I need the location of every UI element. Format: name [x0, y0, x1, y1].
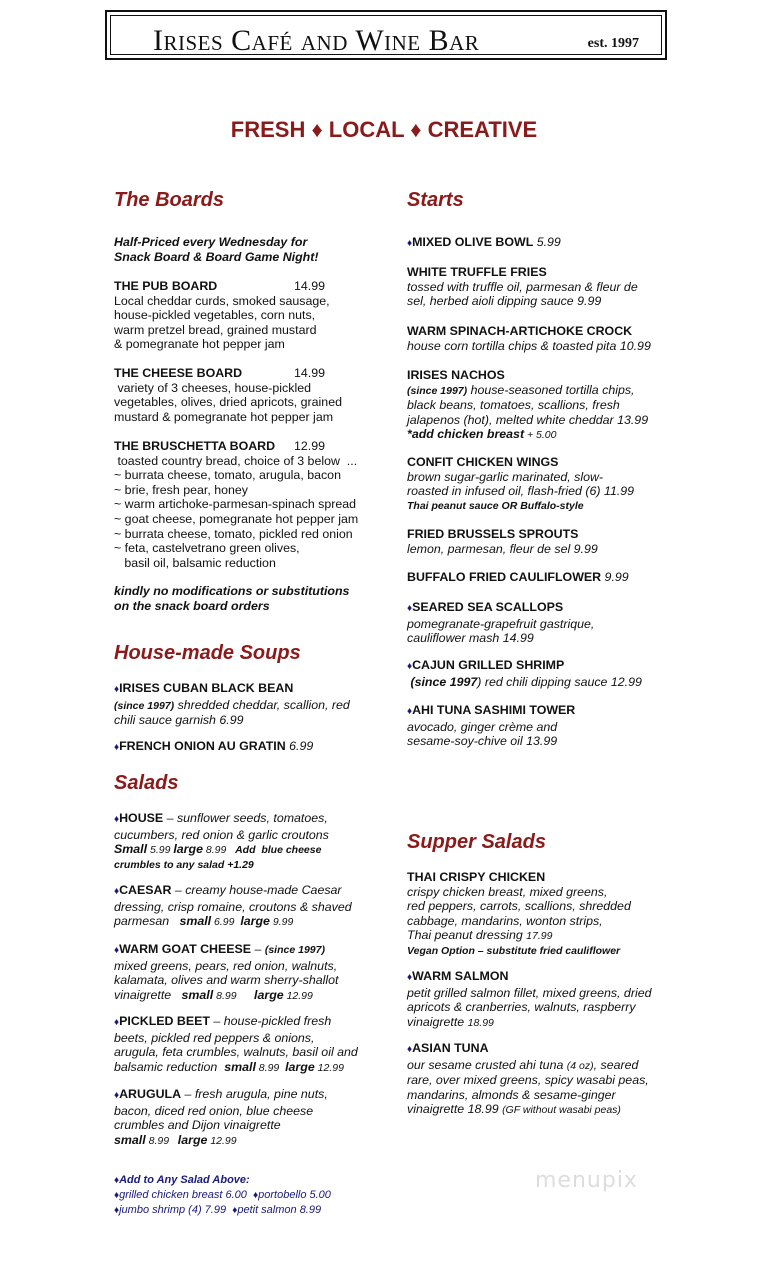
- menu-item-confit-chicken-wings: [407, 455, 634, 513]
- menu-item-ahi-tuna-tower: [407, 703, 575, 749]
- diamond-icon: ♦: [407, 972, 413, 983]
- promo-line: Half-Priced every Wednesday for: [114, 235, 308, 249]
- item-name: PICKLED BEET: [119, 1014, 210, 1028]
- item-desc: kalamata, olives and warm sherry-shallot: [114, 973, 339, 988]
- item-desc: parmesan: [114, 914, 180, 929]
- item-desc: house corn tortilla chips & toasted pita 10.99: [407, 338, 651, 353]
- boards-promo: [114, 235, 318, 264]
- item-desc: cabbage, mandarins, wonton strips,: [407, 913, 603, 928]
- item-name: IRISES CUBAN BLACK BEAN: [119, 681, 294, 695]
- gluten-free-note: (GF without wasabi peas): [502, 1104, 621, 1117]
- item-desc: jalapenos (hot), melted white cheddar 13.99: [407, 412, 649, 427]
- item-desc: vegetables, olives, dried apricots, grained: [114, 395, 342, 410]
- size-label: large: [173, 842, 203, 857]
- menu-item-cuban-black-bean: [114, 681, 350, 728]
- item-desc: Local cheddar curds, smoked sausage,: [114, 293, 330, 308]
- menu-item-pickled-beet: [114, 1014, 358, 1075]
- section-title-soups: House-made Soups: [114, 642, 301, 664]
- item-name: WHITE TRUFFLE FRIES: [407, 265, 547, 279]
- note-line: on the snack board orders: [114, 598, 270, 613]
- size-label: large: [177, 1132, 208, 1147]
- menu-item-pub-board: [114, 279, 330, 352]
- diamond-icon: ♦: [407, 706, 413, 717]
- item-desc: toasted country bread, choice of 3 below ...: [114, 453, 358, 468]
- diamond-icon: ♦: [114, 1017, 120, 1028]
- diamond-icon: ♦: [114, 1205, 120, 1216]
- item-desc: crispy chicken breast, mixed greens,: [407, 884, 608, 899]
- item-desc: vinaigrette: [407, 1014, 468, 1029]
- item-name: SEARED SEA SCALLOPS: [412, 600, 564, 614]
- item-price: 12.99: [294, 439, 326, 453]
- item-desc: rare, over mixed greens, spicy wasabi peas,: [407, 1073, 649, 1088]
- item-name: WARM GOAT CHEESE: [119, 942, 252, 956]
- item-desc: roasted in infused oil, flash-fried (6) 11.99: [407, 484, 635, 499]
- add-on-note: *add chicken breast: [407, 427, 525, 442]
- menupix-watermark: menupix: [535, 1168, 638, 1193]
- item-name: WARM SALMON: [412, 969, 509, 983]
- item-name: CAESAR: [119, 883, 172, 897]
- menu-item-house-salad: [114, 811, 329, 872]
- since-badge: (since 1997): [114, 699, 175, 712]
- item-name: CONFIT CHICKEN WINGS: [407, 455, 559, 469]
- menu-item-warm-goat-cheese: [114, 942, 339, 1003]
- diamond-icon: ♦: [407, 661, 413, 672]
- item-desc: lemon, parmesan, fleur de sel 9.99: [407, 541, 598, 556]
- diamond-icon: ♦: [114, 1090, 120, 1101]
- item-desc: variety of 3 cheeses, house-pickled: [114, 380, 311, 395]
- item-desc: vinaigrette: [114, 987, 182, 1002]
- item-price: 8.99: [255, 1061, 286, 1074]
- item-desc: beets, pickled red peppers & onions,: [114, 1030, 315, 1045]
- diamond-icon: ♦: [114, 684, 120, 695]
- diamond-icon: ♦: [114, 945, 120, 956]
- item-name: AHI TUNA SASHIMI TOWER: [412, 703, 576, 717]
- add-on-item: grilled chicken breast 6.00: [119, 1189, 254, 1201]
- menu-item-white-truffle-fries: [407, 265, 638, 309]
- item-price: 5.99: [533, 235, 561, 249]
- item-name: THE CHEESE BOARD: [114, 366, 243, 380]
- item-desc: – fresh arugula, pine nuts,: [181, 1087, 328, 1101]
- size-label: Small: [114, 842, 148, 857]
- item-desc: bacon, diced red onion, blue cheese: [114, 1103, 314, 1118]
- size-label: small: [224, 1059, 256, 1074]
- item-name: CAJUN GRILLED SHRIMP: [412, 658, 565, 672]
- item-name: THE BRUSCHETTA BOARD: [114, 439, 276, 453]
- item-desc: house-pickled vegetables, corn nuts,: [114, 308, 316, 323]
- add-on-note: Add blue cheese: [235, 844, 322, 857]
- add-on-item: portobello 5.00: [258, 1189, 331, 1201]
- item-price: 9.99: [269, 916, 294, 929]
- item-name: WARM SPINACH-ARTICHOKE CROCK: [407, 324, 633, 338]
- item-desc: – creamy house-made Caesar: [171, 883, 342, 897]
- item-desc: ) red chili dipping sauce 12.99: [477, 674, 642, 689]
- menu-item-irises-nachos: [407, 368, 648, 443]
- size-label: large: [285, 1059, 315, 1074]
- section-title-salads: Salads: [114, 772, 179, 794]
- item-price: 5.99: [147, 844, 174, 857]
- item-price: 14.99: [294, 366, 326, 380]
- item-desc: warm pretzel bread, grained mustard: [114, 322, 317, 337]
- boards-note: [114, 584, 349, 613]
- item-name: FRENCH ONION AU GRATIN: [119, 739, 286, 753]
- menu-item-cajun-grilled-shrimp: [407, 658, 642, 689]
- menu-item-french-onion: [114, 739, 313, 756]
- menu-item-fried-brussels-sprouts: [407, 527, 598, 556]
- restaurant-title: Irises Café and Wine Bar: [153, 24, 480, 57]
- item-desc: red peppers, carrots, scallions, shredded: [407, 899, 631, 914]
- item-desc: brown sugar-garlic marinated, slow-: [407, 469, 604, 484]
- tagline: FRESH ♦ LOCAL ♦ CREATIVE: [230, 117, 538, 142]
- item-price: 12.99: [207, 1134, 237, 1147]
- size-label: small: [114, 1132, 146, 1147]
- item-desc: – sunflower seeds, tomatoes,: [163, 811, 328, 825]
- item-desc: basil oil, balsamic reduction: [114, 555, 276, 570]
- promo-line: Snack Board & Board Game Night!: [114, 249, 319, 264]
- item-desc: our sesame crusted ahi tuna: [407, 1057, 567, 1072]
- menu-item-asian-tuna: [407, 1041, 649, 1118]
- item-desc: cucumbers, red onion & garlic croutons: [114, 827, 329, 842]
- item-price: 9.99: [601, 570, 629, 584]
- diamond-icon: ♦: [114, 742, 120, 753]
- size-label: large: [240, 914, 270, 929]
- item-desc: Thai peanut dressing: [407, 928, 527, 943]
- item-desc: ~ brie, fresh pear, honey: [114, 482, 248, 497]
- since-badge: (since 1997: [407, 674, 478, 689]
- size-label: small: [181, 987, 214, 1002]
- item-price: 6.99: [211, 916, 241, 929]
- menu-item-cheese-board: [114, 366, 342, 424]
- item-price: 18.99: [467, 1016, 494, 1029]
- menu-item-arugula: [114, 1087, 328, 1148]
- diamond-icon: ♦: [114, 886, 120, 897]
- section-title-boards: The Boards: [114, 189, 225, 211]
- diamond-icon: ♦: [114, 1190, 120, 1201]
- diamond-icon: ♦: [232, 1205, 238, 1216]
- item-desc: ~ burrata cheese, tomato, pickled red onion: [114, 526, 353, 541]
- menu-item-seared-sea-scallops: [407, 600, 594, 646]
- since-badge: (since 1997): [407, 384, 468, 397]
- menu-item-warm-salmon: [407, 969, 652, 1030]
- item-desc: black beans, tomatoes, scallions, fresh: [407, 398, 620, 413]
- item-desc: arugula, feta crumbles, walnuts, basil oil and: [114, 1045, 358, 1060]
- item-desc: house-seasoned tortilla chips,: [467, 382, 635, 397]
- item-name: ASIAN TUNA: [412, 1041, 489, 1055]
- diamond-icon: ♦: [407, 603, 413, 614]
- item-desc: – house-pickled fresh: [209, 1014, 332, 1028]
- dash: –: [251, 942, 265, 956]
- item-desc: ~ burrata cheese, tomato, arugula, bacon: [114, 468, 341, 483]
- since-badge: (since 1997): [264, 944, 325, 956]
- portion-size: (4 oz): [566, 1059, 594, 1072]
- size-label: large: [254, 987, 284, 1002]
- menu-item-buffalo-cauliflower: [407, 570, 629, 585]
- diamond-icon: ♦: [253, 1190, 259, 1201]
- section-title-starts: Starts: [407, 189, 464, 211]
- item-desc: crumbles and Dijon vinaigrette: [114, 1118, 281, 1133]
- right-column: [407, 0, 677, 1265]
- item-price: 6.99: [285, 739, 314, 753]
- item-desc: shredded cheddar, scallion, red: [174, 697, 350, 712]
- item-name: MIXED OLIVE BOWL: [412, 235, 534, 249]
- item-name: ARUGULA: [119, 1087, 182, 1101]
- item-desc: petit grilled salmon fillet, mixed greens, dried: [407, 985, 652, 1000]
- salad-add-ons: [114, 1173, 331, 1218]
- item-desc: dressing, crisp romaine, croutons & shaved: [114, 899, 352, 914]
- item-price: 12.99: [314, 1061, 344, 1074]
- item-desc: chili sauce garnish 6.99: [114, 713, 244, 728]
- item-price: 8.99: [202, 844, 236, 857]
- item-desc: vinaigrette 18.99: [407, 1102, 503, 1117]
- item-desc: apricots & cranberries, walnuts, raspberry: [407, 1000, 636, 1015]
- item-desc: Thai peanut sauce OR Buffalo-style: [407, 499, 584, 512]
- item-name: THAI CRISPY CHICKEN: [407, 870, 546, 884]
- size-label: small: [179, 914, 212, 929]
- item-desc: ~ feta, castelvetrano green olives,: [114, 541, 300, 556]
- established-year: est. 1997: [587, 36, 639, 51]
- left-column: [114, 0, 374, 1265]
- item-desc: pomegranate-grapefruit gastrique,: [407, 616, 595, 631]
- item-desc: cauliflower mash 14.99: [407, 631, 534, 646]
- item-desc: mandarins, almonds & sesame-ginger: [407, 1087, 616, 1102]
- item-desc: mixed greens, pears, red onion, walnuts,: [114, 958, 338, 973]
- item-price: 8.99: [213, 989, 255, 1002]
- vegan-option: Vegan Option – substitute fried cauliflower: [407, 944, 621, 957]
- item-desc: avocado, ginger crème and: [407, 719, 558, 734]
- add-ons-title: Add to Any Salad Above:: [119, 1174, 250, 1186]
- item-name: BUFFALO FRIED CAULIFLOWER: [407, 570, 602, 584]
- item-desc: balsamic reduction: [114, 1059, 225, 1074]
- item-name: FRIED BRUSSELS SPROUTS: [407, 527, 579, 541]
- item-desc: tossed with truffle oil, parmesan & fleur de: [407, 279, 638, 294]
- item-desc: sel, herbed aioli dipping sauce 9.99: [407, 294, 602, 309]
- item-desc: , seared: [593, 1057, 639, 1072]
- item-desc: ~ goat cheese, pomegranate hot pepper jam: [114, 511, 359, 526]
- item-price: 12.99: [283, 989, 313, 1002]
- item-name: HOUSE: [119, 811, 164, 825]
- menu-item-spinach-artichoke: [407, 324, 651, 353]
- add-on-note: crumbles to any salad +1.29: [114, 858, 254, 871]
- menu-item-thai-crispy-chicken: [407, 870, 631, 959]
- diamond-icon: ♦: [407, 238, 413, 249]
- diamond-icon: ♦: [114, 1175, 120, 1186]
- section-title-supper-salads: Supper Salads: [407, 831, 546, 853]
- item-name: IRISES NACHOS: [407, 368, 505, 382]
- item-price: 17.99: [526, 930, 553, 943]
- menu-item-mixed-olive-bowl: [407, 235, 561, 252]
- item-desc: sesame-soy-chive oil 13.99: [407, 734, 558, 749]
- item-price: 14.99: [294, 279, 326, 293]
- menu-item-bruschetta-board: [114, 439, 358, 570]
- item-desc: & pomegranate hot pepper jam: [114, 337, 285, 352]
- item-price: 8.99: [145, 1134, 178, 1147]
- item-name: THE PUB BOARD: [114, 279, 218, 293]
- item-price: + 5.00: [524, 429, 557, 442]
- diamond-icon: ♦: [114, 814, 120, 825]
- add-on-item: petit salmon 8.99: [237, 1204, 322, 1216]
- item-desc: ~ warm artichoke-parmesan-spinach spread: [114, 497, 357, 512]
- item-desc: mustard & pomegranate hot pepper jam: [114, 409, 334, 424]
- note-line: kindly no modifications or substitutions: [114, 584, 350, 598]
- diamond-icon: ♦: [407, 1044, 413, 1055]
- menu-item-caesar-salad: [114, 883, 352, 930]
- add-on-item: jumbo shrimp (4) 7.99: [119, 1204, 233, 1216]
